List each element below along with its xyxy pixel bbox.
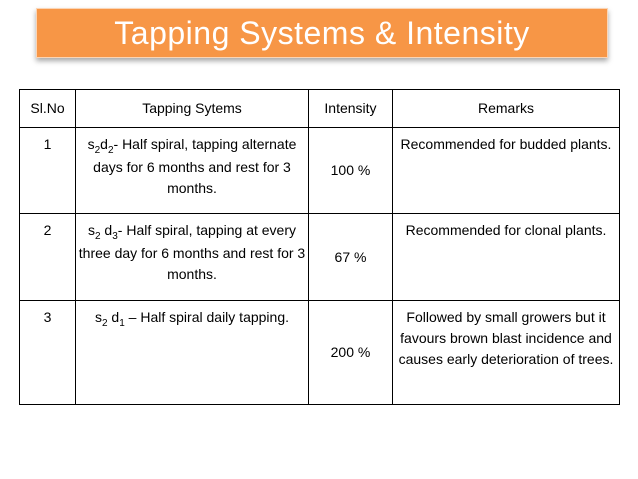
tapping-systems-table (19, 89, 620, 405)
remarks-cell: Followed by small growers but it favours brown blast incidence and causes early deterioration of trees. (393, 301, 620, 405)
tapping-system-cell (76, 128, 309, 214)
remarks-cell: Recommended for clonal plants. (393, 214, 620, 301)
table-row (20, 301, 620, 405)
header-sl-no: Sl.No (20, 90, 76, 128)
system-description: - Half spiral, tapping alternate days for 6 months and rest for 3 months. (93, 136, 297, 196)
system-subscript: 2 (107, 145, 114, 156)
system-subscript: 3 (112, 231, 118, 242)
slide-title: Tapping Systems & Intensity (114, 14, 530, 51)
intensity-cell: 200 % (309, 301, 393, 405)
system-mid: d (100, 136, 108, 152)
table-row (20, 128, 620, 214)
tapping-system-cell (76, 301, 309, 405)
intensity-cell: 100 % (309, 128, 393, 214)
slide-title-banner (36, 8, 608, 58)
system-prefix: s (87, 136, 95, 152)
remarks-cell: Recommended for budded plants. (393, 128, 620, 214)
header-intensity: Intensity (309, 90, 393, 128)
system-subscript: 2 (101, 318, 108, 329)
tapping-system-cell (76, 214, 309, 301)
header-remarks: Remarks (393, 90, 620, 128)
sl-no-cell: 1 (20, 128, 76, 214)
header-tapping-systems: Tapping Sytems (76, 90, 309, 128)
sl-no-cell: 2 (20, 214, 76, 301)
system-mid: d (107, 309, 120, 325)
sl-no-cell: 3 (20, 301, 76, 405)
table-row (20, 214, 620, 301)
system-subscript: 2 (94, 231, 101, 242)
system-mid: d (100, 222, 113, 238)
system-prefix: s (87, 222, 95, 238)
system-description: – Half spiral daily tapping. (124, 309, 289, 325)
system-subscript: 1 (119, 318, 125, 329)
intensity-cell: 67 % (309, 214, 393, 301)
system-prefix: s (94, 309, 102, 325)
system-description: - Half spiral, tapping at every three day for 6 months and rest for 3 months. (78, 222, 306, 282)
table-header-row (20, 90, 620, 128)
system-subscript: 2 (94, 145, 101, 156)
